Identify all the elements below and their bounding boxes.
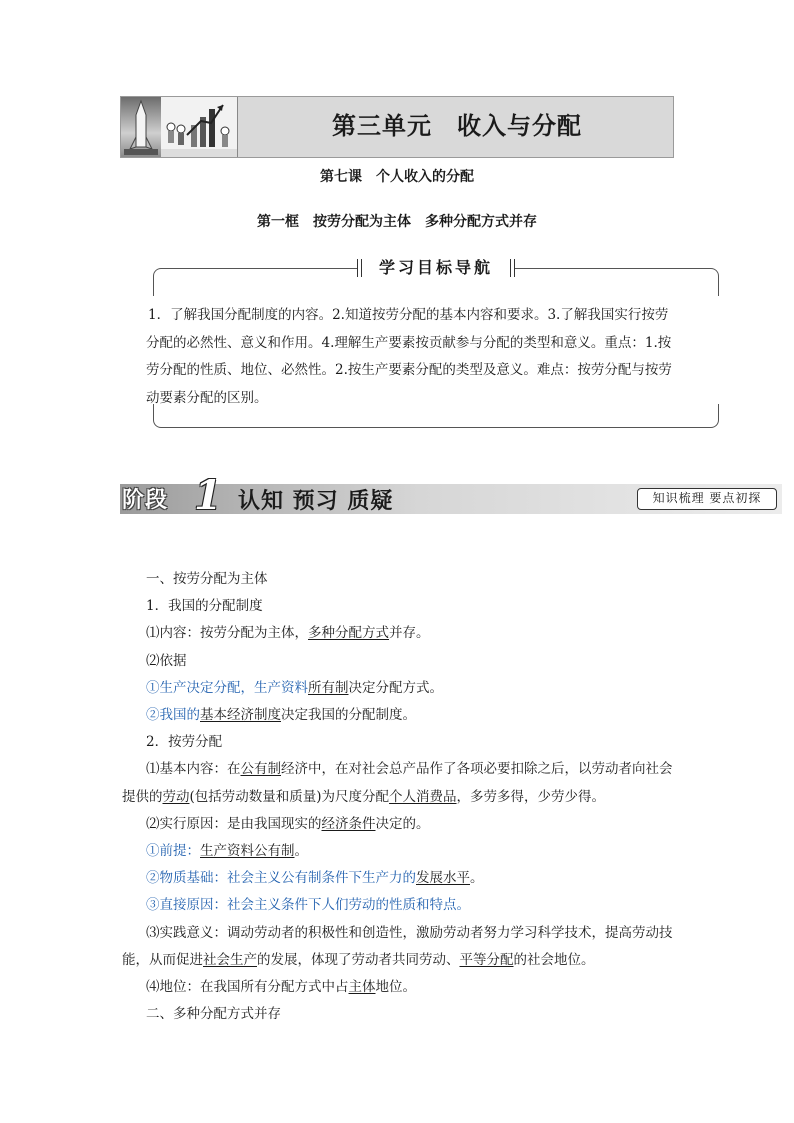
content-body (122, 566, 678, 1028)
line-reason-1 (122, 838, 678, 865)
line-basis: ⑵依据 (146, 652, 187, 669)
subheading-2: 2．按劳分配 (146, 734, 223, 751)
text: ⑶实践意义：调动劳动者的积极性和创造性，激励劳动者努力学习科学技术，提高劳动技能，从而促进 (122, 924, 673, 968)
fill-blank: 经济条件 (321, 815, 376, 832)
section-title: 第一框 按劳分配为主体 多种分配方式并存 (257, 214, 537, 230)
subheading-1: 1．我国的分配制度 (146, 598, 263, 615)
fill-blank: 生产资料公有制 (200, 843, 295, 860)
text: ①前提： (146, 843, 200, 860)
text: ，多劳多得，少劳少得。 (456, 788, 606, 805)
fill-blank: 社会生产 (203, 951, 257, 968)
line-basis-2 (122, 702, 678, 729)
line-reason (122, 811, 678, 838)
rocket-illustration (121, 97, 162, 157)
text: 的社会地位。 (513, 951, 595, 968)
text: 决定我国的分配制度。 (281, 707, 416, 724)
text: 决定的。 (375, 815, 430, 832)
text: (包括劳动数量和质量)为尺度分配 (189, 788, 390, 805)
heading-1: 一、按劳分配为主体 (146, 571, 268, 587)
line-reason-3: ③直接原因：社会主义条件下人们劳动的性质和特点。 (146, 897, 470, 914)
line-reason-2 (122, 865, 678, 892)
text: ⑴基本内容：在 (146, 761, 241, 778)
text: ②我国的 (146, 707, 200, 724)
line-basis-1 (122, 675, 678, 702)
text: 的发展，体现了劳动者共同劳动、 (257, 951, 460, 968)
fill-blank: 多种分配方式 (308, 625, 389, 642)
text: 决定分配方式。 (348, 679, 443, 696)
text: ①生产决定分配，生产资料 (146, 679, 308, 696)
stage-label: 阶段 (122, 487, 169, 513)
line-status (122, 974, 678, 1001)
text: ⑴内容：按劳分配为主体， (146, 625, 308, 642)
text: 经济中，在对社会总产品作了各项必要扣除之后，以劳动者向社会提供的 (122, 761, 673, 805)
text: 。 (294, 843, 308, 860)
text: ⑷地位：在我国所有分配方式中占 (146, 979, 349, 996)
heading-2: 二、多种分配方式并存 (146, 1006, 281, 1023)
text: 地位。 (375, 979, 416, 996)
fill-blank: 发展水平 (416, 870, 470, 887)
line-content (122, 620, 678, 647)
objectives-heading: 学习目标导航 (357, 255, 515, 281)
objectives-text: 1．了解我国分配制度的内容。2.知道按劳分配的基本内容和要求。3.了解我国实行按劳分配的必然性、意义和作用。4.理解生产要素按贡献参与分配的类型和意义。重点：1.按劳分配的性质、地位、必然性。2.按生产要素分配的类型及意义。难点：按劳分配与按劳动要素分配的区别。 (146, 307, 672, 406)
stage-title: 认知 预习 质疑 (238, 488, 394, 514)
fill-blank: 所有制 (308, 679, 349, 696)
fill-blank: 平等分配 (459, 951, 514, 968)
line-significance (122, 920, 678, 974)
fill-blank: 个人消费品 (389, 788, 457, 805)
stage-number: 1 (194, 472, 222, 519)
unit-title: 第三单元 收入与分配 (332, 111, 582, 140)
people-chart-illustration (161, 97, 238, 157)
lesson-title: 第七课 个人收入的分配 (320, 169, 474, 185)
stage-badge: 知识梳理 要点初探 (637, 488, 777, 510)
text: ⑵实行原因：是由我国现实的 (146, 815, 322, 832)
line-basic-content (122, 756, 678, 810)
fill-blank: 劳动 (162, 788, 190, 805)
fill-blank: 主体 (348, 979, 376, 996)
text: 并存。 (389, 625, 430, 642)
text: 。 (470, 870, 484, 887)
fill-blank: 公有制 (240, 761, 281, 778)
text: ②物质基础：社会主义公有制条件下生产力的 (146, 870, 416, 887)
fill-blank: 基本经济制度 (200, 707, 281, 724)
